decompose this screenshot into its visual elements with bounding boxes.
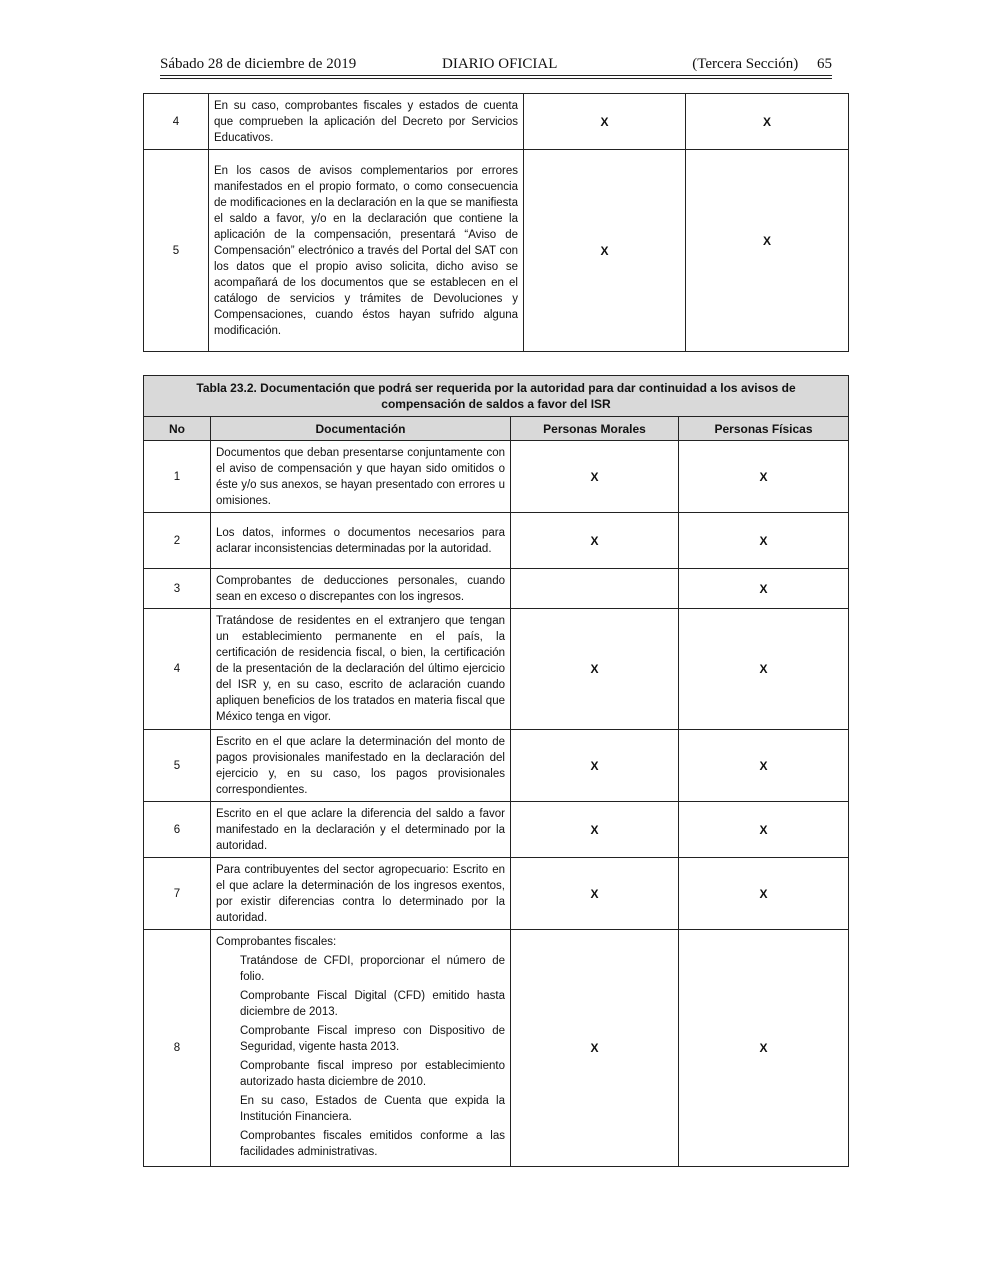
table-title: Tabla 23.2. Documentación que podrá ser requerida por la autoridad para dar continuidad a los avisos de compensación de saldos a favor del ISR <box>144 376 849 417</box>
row-number: 2 <box>144 513 211 569</box>
list-item <box>216 988 505 1020</box>
row-number: 7 <box>144 858 211 930</box>
table-row <box>144 609 849 730</box>
row-number: 6 <box>144 802 211 858</box>
list-item-text: Comprobantes fiscales emitidos conforme a las facilidades administrativas. <box>240 1130 505 1158</box>
row-morales-mark: X <box>524 150 686 352</box>
row-documentation: Documentos que deban presentarse conjuntamente con el aviso de compensación y que hayan sido omitidos o éste y/o sus anexos, se hayan presentado con errores u omisiones. <box>211 441 511 513</box>
table-row <box>144 802 849 858</box>
table-row <box>144 441 849 513</box>
header-section: (Tercera Sección) <box>692 56 799 72</box>
row-fisicas-mark: X <box>686 150 849 352</box>
row-morales-mark: X <box>511 730 679 802</box>
table-row <box>144 513 849 569</box>
row-number: 4 <box>144 609 211 730</box>
list-item-text: Comprobante Fiscal Digital (CFD) emitido hasta diciembre de 2013. <box>240 990 505 1018</box>
table-row <box>144 94 849 150</box>
list-item <box>216 1058 505 1090</box>
list-item-text: En su caso, Estados de Cuenta que expida la Institución Financiera. <box>240 1095 505 1123</box>
row-morales-mark <box>511 569 679 609</box>
row-morales-mark: X <box>511 930 679 1167</box>
row-morales-mark: X <box>511 802 679 858</box>
row-fisicas-mark: X <box>679 802 849 858</box>
header-date: Sábado 28 de diciembre de 2019 <box>160 56 357 72</box>
row-documentation-lead: Comprobantes fiscales: <box>216 936 337 948</box>
row-documentation: Escrito en el que aclare la determinación del monto de pagos provisionales manifestado en la declaración del ejercicio y, en su caso, los pagos provisionales correspondientes. <box>211 730 511 802</box>
row-fisicas-mark: X <box>679 609 849 730</box>
row-number: 8 <box>144 930 211 1167</box>
row-documentation: Tratándose de residentes en el extranjero que tengan un establecimiento permanente en el país, la certificación de residencia fiscal, o bien, la certificación de la presentación de la declaración del último ejercicio del ISR y, en su caso, escrito de aclaración cuando apliquen beneficios de los tratados en materia fiscal que México tenga en vigor. <box>211 609 511 730</box>
row-number: 5 <box>144 150 209 352</box>
table-row <box>144 730 849 802</box>
row-documentation: Escrito en el que aclare la diferencia del saldo a favor manifestado en la declaración y el determinado por la autoridad. <box>211 802 511 858</box>
row-documentation: Para contribuyentes del sector agropecuario: Escrito en el que aclare la determinación de los ingresos exentos, por existir diferencias contra lo determinado por la autoridad. <box>211 858 511 930</box>
row-documentation: Comprobantes de deducciones personales, cuando sean en exceso o discrepantes con los ingresos. <box>211 569 511 609</box>
table-row <box>144 569 849 609</box>
row-fisicas-mark: X <box>679 930 849 1167</box>
list-item-text: Tratándose de CFDI, proporcionar el número de folio. <box>240 955 505 983</box>
row-number: 3 <box>144 569 211 609</box>
row-morales-mark: X <box>511 858 679 930</box>
list-item-text: Comprobante Fiscal impreso con Dispositivo de Seguridad, vigente hasta 2013. <box>240 1025 505 1053</box>
page-header <box>160 56 832 76</box>
header-rule-double <box>160 78 832 79</box>
continued-table <box>143 93 849 352</box>
header-rule <box>160 75 832 76</box>
column-header-no: No <box>144 417 211 441</box>
column-header-fisicas: Personas Físicas <box>679 417 849 441</box>
table-row <box>144 858 849 930</box>
row-number: 5 <box>144 730 211 802</box>
list-item <box>216 953 505 985</box>
column-header-documentation: Documentación <box>211 417 511 441</box>
row-morales-mark: X <box>524 94 686 150</box>
list-item-text: Comprobante fiscal impreso por establecimiento autorizado hasta diciembre de 2010. <box>240 1060 505 1088</box>
header-publication: DIARIO OFICIAL <box>442 56 558 72</box>
table-23-2 <box>143 375 849 1167</box>
row-fisicas-mark: X <box>679 730 849 802</box>
row-documentation: Los datos, informes o documentos necesarios para aclarar inconsistencias determinadas por la autoridad. <box>211 513 511 569</box>
list-item <box>216 1128 505 1160</box>
row-number: 1 <box>144 441 211 513</box>
row-documentation <box>211 930 511 1167</box>
row-fisicas-mark: X <box>679 513 849 569</box>
row-fisicas-mark: X <box>686 94 849 150</box>
row-morales-mark: X <box>511 609 679 730</box>
column-header-morales: Personas Morales <box>511 417 679 441</box>
row-morales-mark: X <box>511 513 679 569</box>
header-section-page <box>692 56 832 73</box>
row-documentation: En su caso, comprobantes fiscales y estados de cuenta que comprueben la aplicación del Decreto por Servicios Educativos. <box>209 94 524 150</box>
list-item <box>216 1023 505 1055</box>
row-morales-mark: X <box>511 441 679 513</box>
row-fisicas-mark: X <box>679 858 849 930</box>
table-header-row <box>144 417 849 441</box>
table-row <box>144 150 849 352</box>
row-fisicas-mark: X <box>679 441 849 513</box>
row-fisicas-mark: X <box>679 569 849 609</box>
row-documentation: En los casos de avisos complementarios por errores manifestados en el propio formato, o como consecuencia de modificaciones en la declaración en la que se manifiesta el saldo a favor, y/o en la declaración que contiene la aplicación de la compensación, presentará “Aviso de Compensación” electrónico a través del Portal del SAT con los datos que el propio aviso solicita, dicho aviso se acompañará de los documentos que se establecen en el catálogo de servicios y trámites de Devoluciones y Compensaciones, cuando éstos hayan sufrido alguna modificación. <box>209 150 524 352</box>
row-number: 4 <box>144 94 209 150</box>
list-item <box>216 1093 505 1125</box>
header-page-number: 65 <box>817 56 832 72</box>
table-row <box>144 930 849 1167</box>
